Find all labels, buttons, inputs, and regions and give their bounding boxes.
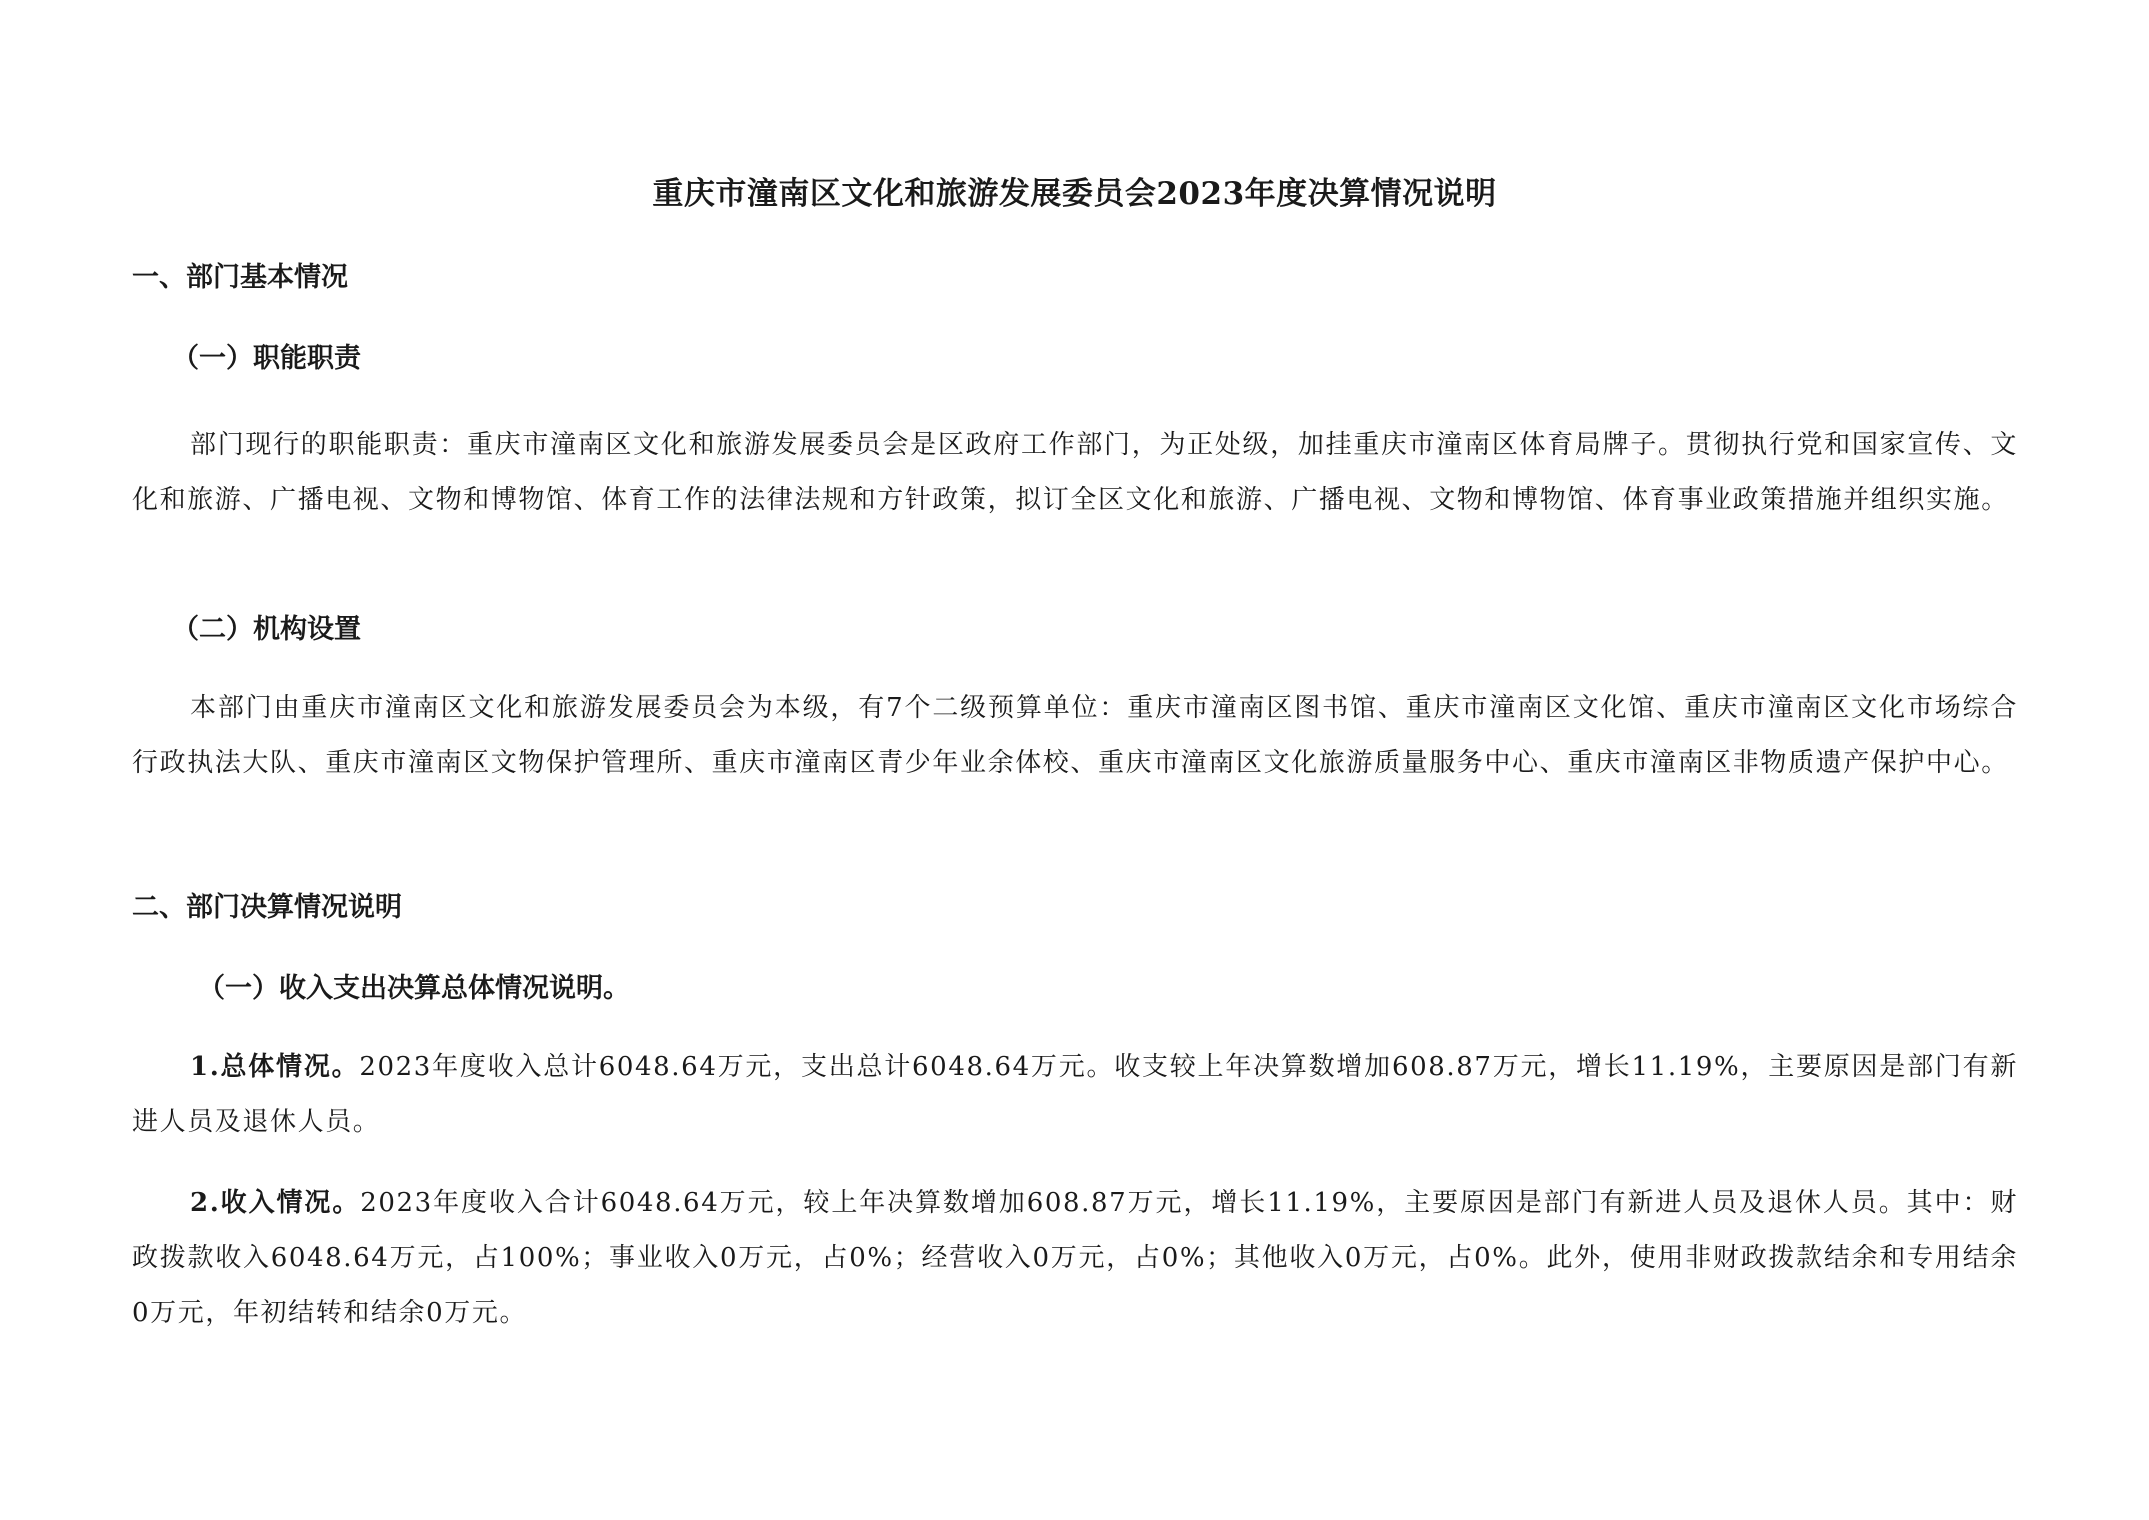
paragraph-organization: 本部门由重庆市潼南区文化和旅游发展委员会为本级，有7个二级预算单位：重庆市潼南区图书馆、重庆市潼南区文化馆、重庆市潼南区文化市场综合行政执法大队、重庆市潼南区文物保护管理所、重庆市潼南区青少年业余体校、重庆市潼南区文化旅游质量服务中心、重庆市潼南区非物质遗产保护中心。 bbox=[132, 693, 2018, 778]
section-heading-basic-info: 一、部门基本情况 bbox=[132, 262, 348, 293]
subsection-heading-organization: （二）机构设置 bbox=[172, 614, 361, 645]
paragraph-functions: 部门现行的职能职责：重庆市潼南区文化和旅游发展委员会是区政府工作部门，为正处级，加挂重庆市潼南区体育局牌子。贯彻执行党和国家宣传、文化和旅游、广播电视、文物和博物馆、体育工作的法律法规和方针政策，拟订全区文化和旅游、广播电视、文物和博物馆、体育事业政策措施并组织实施。 bbox=[132, 430, 2018, 515]
paragraph-income bbox=[132, 1176, 2018, 1341]
subsection-heading-functions: （一）职能职责 bbox=[172, 343, 361, 374]
subsection-heading-income-expenditure: （一）收入支出决算总体情况说明。 bbox=[198, 973, 630, 1004]
paragraph-overall bbox=[132, 1040, 2018, 1150]
paragraph-lead-income: 2.收入情况。 bbox=[190, 1188, 361, 1218]
paragraph-body-overall: 2023年度收入总计6048.64万元，支出总计6048.64万元。收支较上年决算数增加608.87万元，增长11.19%，主要原因是部门有新进人员及退休人员。 bbox=[132, 1052, 2018, 1137]
document-title: 重庆市潼南区文化和旅游发展委员会2023年度决算情况说明 bbox=[652, 176, 1497, 212]
section-heading-final-accounts: 二、部门决算情况说明 bbox=[132, 892, 402, 923]
paragraph-lead-overall: 1.总体情况。 bbox=[190, 1052, 360, 1082]
paragraph-body-income: 2023年度收入合计6048.64万元，较上年决算数增加608.87万元，增长11.19%，主要原因是部门有新进人员及退休人员。其中：财政拨款收入6048.64万元，占100%；事业收入0万元，占0%；经营收入0万元，占0%；其他收入0万元，占0%。此外，使用非财政拨款结余和专用结余0万元，年初结转和结余0万元。 bbox=[132, 1188, 2019, 1328]
